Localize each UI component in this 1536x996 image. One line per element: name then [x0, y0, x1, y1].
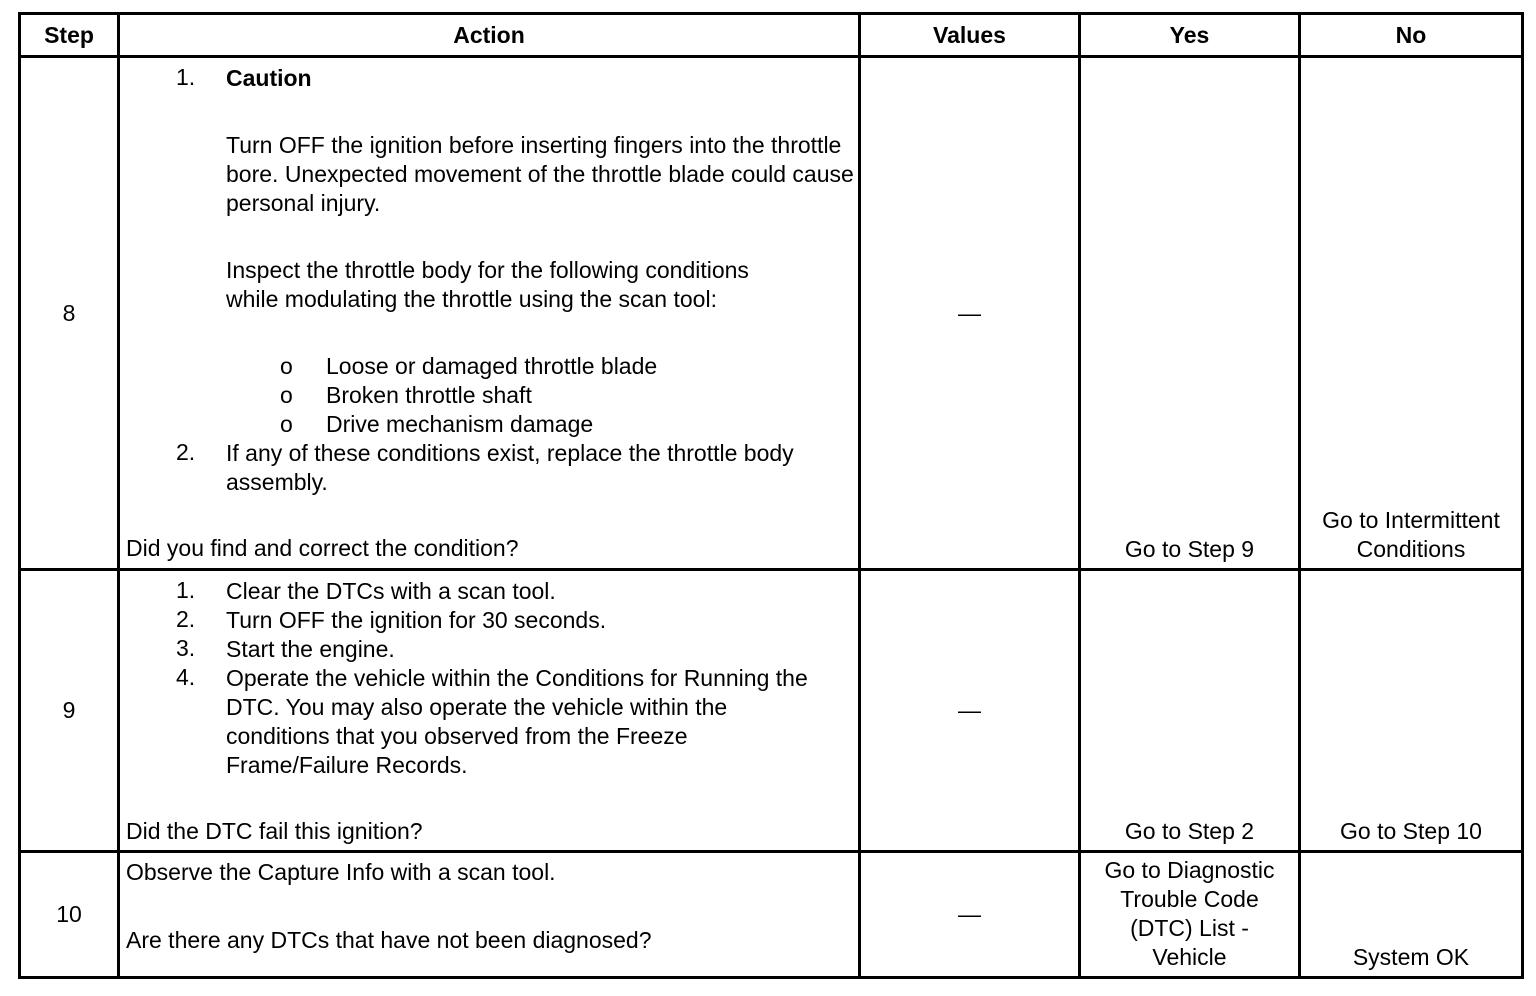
bullet-marker: o [280, 353, 293, 379]
action-cell [119, 570, 860, 852]
step-number: 8 [20, 57, 119, 570]
list-item-text: Turn OFF the ignition for 30 seconds. [226, 607, 607, 633]
table-row-step-9 [20, 570, 1523, 852]
values-cell: — [860, 570, 1080, 852]
list-number: 2. [176, 439, 196, 465]
diagnostic-table [18, 12, 1524, 979]
step-number: 9 [20, 570, 119, 852]
yes-cell: Go to Step 9 [1080, 57, 1300, 570]
question-text: Did the DTC fail this ignition? [126, 818, 423, 844]
header-action: Action [119, 14, 860, 57]
yes-cell: Go to Diagnostic Trouble Code (DTC) List - Vehicle [1080, 852, 1300, 978]
header-step: Step [20, 14, 119, 57]
bullet-item: Broken throttle shaft [326, 382, 532, 408]
list-item-text: Start the engine. [226, 636, 395, 662]
list-number: 1. [176, 64, 196, 90]
bullet-item: Loose or damaged throttle blade [326, 353, 658, 379]
bullet-marker: o [280, 382, 293, 408]
no-cell: Go to Intermittent Conditions [1300, 57, 1523, 570]
bullet-item: Drive mechanism damage [326, 411, 594, 437]
list-number: 2. [176, 606, 196, 632]
action-cell [119, 852, 860, 978]
step-number: 10 [20, 852, 119, 978]
caution-label: Caution [226, 65, 312, 91]
action-cell [119, 57, 860, 570]
bullet-marker: o [280, 411, 293, 437]
header-values: Values [860, 14, 1080, 57]
values-cell: — [860, 852, 1080, 978]
question-text: Did you find and correct the condition? [126, 535, 519, 561]
no-cell: System OK [1300, 852, 1523, 978]
values-cell: — [860, 57, 1080, 570]
header-no: No [1300, 14, 1523, 57]
list-item-text: Operate the vehicle within the Conditions for Running the DTC. You may also operate the vehicle within the conditions that you observed from the Freeze Frame/Failure Records. [226, 665, 808, 778]
table-row-step-8 [20, 57, 1523, 570]
header-row [20, 14, 1523, 57]
list-number: 1. [176, 577, 196, 603]
action-text: Observe the Capture Info with a scan tool. [126, 859, 556, 885]
list-item-text: Clear the DTCs with a scan tool. [226, 578, 556, 604]
no-cell: Go to Step 10 [1300, 570, 1523, 852]
table-row-step-10 [20, 852, 1523, 978]
yes-cell: Go to Step 2 [1080, 570, 1300, 852]
list-item-text: If any of these conditions exist, replace the throttle body assembly. [226, 440, 794, 495]
list-number: 3. [176, 635, 196, 661]
caution-text: Turn OFF the ignition before inserting fingers into the throttle bore. Unexpected movement of the throttle blade could cause personal injury. [226, 132, 854, 216]
question-text: Are there any DTCs that have not been diagnosed? [126, 927, 652, 953]
list-number: 4. [176, 664, 196, 690]
inspect-text: Inspect the throttle body for the following conditions while modulating the throttle using the scan tool: [226, 257, 749, 312]
header-yes: Yes [1080, 14, 1300, 57]
